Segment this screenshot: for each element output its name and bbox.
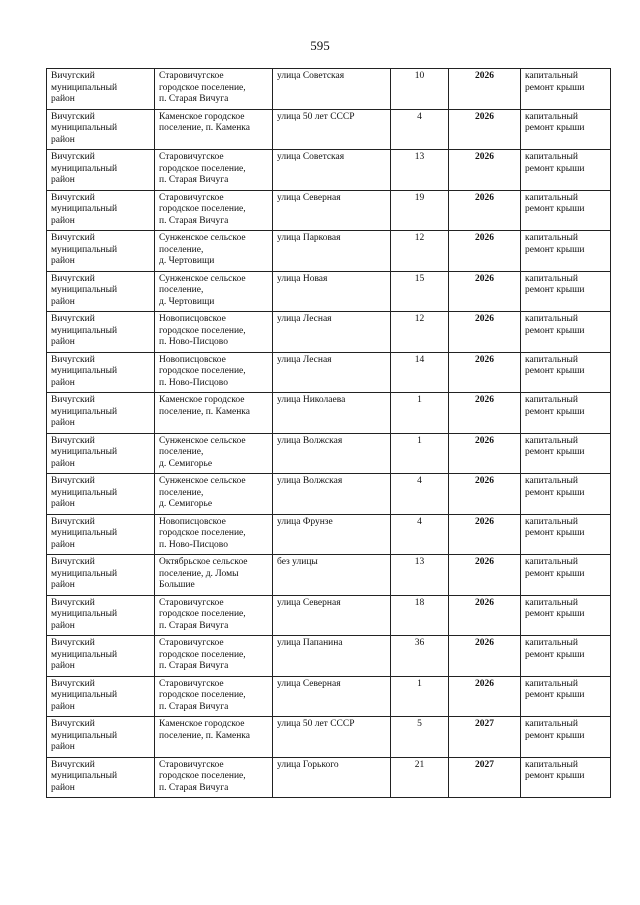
district-cell-text: Вичугский муниципальный район [51, 354, 118, 388]
house-number-cell-text: 4 [417, 516, 422, 527]
district-cell-text: Вичугский муниципальный район [51, 233, 118, 266]
work-type-cell [521, 433, 611, 474]
settlement-cell-text: Октябрьское сельское поселение, д. Ломы Большие [159, 557, 248, 590]
house-number-cell [391, 312, 449, 353]
year-cell [449, 595, 521, 636]
work-type-cell [521, 595, 611, 636]
house-number-cell [391, 474, 449, 515]
settlement-cell [155, 150, 273, 191]
settlement-cell-text: Сунженское сельское поселение, д. Семигорье [159, 435, 246, 469]
table-row [47, 352, 611, 393]
table-row [47, 595, 611, 636]
district-cell-text: Вичугский муниципальный район [51, 395, 118, 428]
settlement-cell [155, 352, 273, 393]
house-number-cell-text: 5 [417, 719, 422, 729]
district-cell-text: Вичугский муниципальный район [51, 638, 118, 671]
table-row [47, 514, 611, 555]
district-cell [47, 555, 155, 596]
street-cell [273, 69, 391, 110]
settlement-cell-text: Старовичугское городское поселение, п. Старая Вичуга [159, 192, 246, 226]
district-cell-text: Вичугский муниципальный район [51, 111, 118, 145]
table-row [47, 109, 611, 150]
table-row [47, 433, 611, 474]
street-cell-text: улица 50 лет СССР [277, 719, 355, 729]
settlement-cell [155, 433, 273, 474]
district-cell [47, 109, 155, 150]
year-cell [449, 190, 521, 231]
street-cell [273, 150, 391, 191]
settlement-cell-text: Сунженское сельское поселение, д. Семигорье [159, 476, 246, 509]
street-cell [273, 636, 391, 677]
table-row [47, 312, 611, 353]
work-type-cell-text: капитальный ремонт крыши [525, 192, 585, 214]
district-cell [47, 717, 155, 758]
work-type-cell-text: капитальный ремонт крыши [525, 314, 585, 336]
street-cell [273, 312, 391, 353]
table-row [47, 757, 611, 798]
street-cell-text: улица Волжская [277, 476, 343, 486]
year-cell-text: 2026 [475, 557, 494, 567]
year-cell-text: 2026 [475, 354, 494, 365]
street-cell-text: улица Лесная [277, 354, 332, 365]
settlement-cell-text: Старовичугское городское поселение, п. Старая Вичуга [159, 71, 246, 104]
work-type-cell-text: капитальный ремонт крыши [525, 719, 585, 741]
house-number-cell [391, 595, 449, 636]
settlement-cell-text: Каменское городское поселение, п. Каменка [159, 719, 250, 741]
district-cell [47, 69, 155, 110]
district-cell [47, 757, 155, 798]
district-cell [47, 636, 155, 677]
table-row [47, 150, 611, 191]
district-cell [47, 190, 155, 231]
year-cell [449, 555, 521, 596]
year-cell-text: 2026 [475, 638, 494, 648]
house-number-cell-text: 10 [414, 71, 425, 81]
district-cell [47, 474, 155, 515]
district-cell [47, 514, 155, 555]
work-type-cell-text: капитальный ремонт крыши [525, 233, 585, 255]
year-cell-text: 2026 [475, 111, 494, 122]
street-cell-text: улица Лесная [277, 314, 332, 324]
house-number-cell [391, 150, 449, 191]
district-cell [47, 433, 155, 474]
street-cell-text: улица Советская [277, 71, 345, 81]
work-type-cell-text: капитальный ремонт крыши [525, 597, 585, 619]
house-number-cell-text: 12 [414, 233, 425, 243]
table-row [47, 69, 611, 110]
district-cell-text: Вичугский муниципальный район [51, 759, 118, 793]
district-cell [47, 231, 155, 272]
street-cell-text: улица Папанина [277, 638, 343, 648]
street-cell-text: улица Северная [277, 192, 341, 203]
house-number-cell-text: 4 [417, 111, 422, 122]
settlement-cell [155, 231, 273, 272]
street-cell [273, 474, 391, 515]
house-number-cell-text: 21 [414, 759, 425, 770]
year-cell-text: 2026 [475, 273, 494, 284]
street-cell-text: улица Фрунзе [277, 516, 333, 527]
settlement-cell [155, 595, 273, 636]
house-number-cell [391, 433, 449, 474]
street-cell [273, 271, 391, 312]
settlement-cell-text: Сунженское сельское поселение, д. Чертовищи [159, 273, 246, 307]
settlement-cell-text: Старовичугское городское поселение, п. Старая Вичуга [159, 678, 246, 712]
district-cell [47, 595, 155, 636]
year-cell [449, 352, 521, 393]
work-type-cell-text: капитальный ремонт крыши [525, 638, 585, 660]
settlement-cell-text: Старовичугское городское поселение, п. Старая Вичуга [159, 597, 246, 631]
work-type-cell-text: капитальный ремонт крыши [525, 759, 585, 781]
work-type-cell [521, 717, 611, 758]
house-number-cell [391, 69, 449, 110]
year-cell [449, 757, 521, 798]
street-cell [273, 717, 391, 758]
work-type-cell-text: капитальный ремонт крыши [525, 476, 585, 498]
table-row [47, 190, 611, 231]
house-number-cell-text: 12 [414, 314, 425, 324]
year-cell [449, 474, 521, 515]
work-type-cell [521, 352, 611, 393]
settlement-cell-text: Сунженское сельское поселение, д. Чертовищи [159, 233, 246, 266]
work-type-cell-text: капитальный ремонт крыши [525, 354, 585, 376]
work-type-cell [521, 636, 611, 677]
district-cell [47, 271, 155, 312]
housing-repair-table [46, 68, 611, 798]
year-cell [449, 433, 521, 474]
district-cell-text: Вичугский муниципальный район [51, 516, 118, 550]
settlement-cell-text: Старовичугское городское поселение, п. Старая Вичуга [159, 638, 246, 671]
year-cell-text: 2026 [475, 233, 494, 243]
year-cell [449, 676, 521, 717]
work-type-cell [521, 757, 611, 798]
work-type-cell [521, 190, 611, 231]
settlement-cell [155, 109, 273, 150]
house-number-cell [391, 393, 449, 434]
street-cell-text: улица Горького [277, 759, 339, 770]
work-type-cell-text: капитальный ремонт крыши [525, 71, 585, 93]
year-cell [449, 109, 521, 150]
street-cell [273, 555, 391, 596]
work-type-cell-text: капитальный ремонт крыши [525, 395, 585, 417]
district-cell-text: Вичугский муниципальный район [51, 192, 118, 226]
house-number-cell [391, 636, 449, 677]
district-cell-text: Вичугский муниципальный район [51, 597, 118, 631]
house-number-cell-text: 14 [414, 354, 425, 365]
house-number-cell-text: 1 [417, 435, 422, 446]
house-number-cell [391, 271, 449, 312]
work-type-cell-text: капитальный ремонт крыши [525, 678, 585, 700]
house-number-cell-text: 18 [414, 597, 425, 608]
year-cell-text: 2027 [475, 759, 494, 770]
year-cell [449, 150, 521, 191]
year-cell [449, 231, 521, 272]
house-number-cell [391, 717, 449, 758]
year-cell-text: 2026 [475, 678, 494, 689]
street-cell-text: улица Советская [277, 152, 345, 162]
year-cell-text: 2026 [475, 314, 494, 324]
table-row [47, 393, 611, 434]
street-cell [273, 231, 391, 272]
settlement-cell [155, 69, 273, 110]
street-cell-text: улица Новая [277, 273, 328, 284]
year-cell-text: 2026 [475, 395, 494, 405]
house-number-cell-text: 13 [414, 152, 425, 162]
work-type-cell [521, 474, 611, 515]
house-number-cell [391, 352, 449, 393]
work-type-cell [521, 514, 611, 555]
district-cell-text: Вичугский муниципальный район [51, 314, 118, 347]
street-cell-text: улица Северная [277, 597, 341, 608]
settlement-cell-text: Старовичугское городское поселение, п. Старая Вичуга [159, 759, 246, 793]
work-type-cell [521, 271, 611, 312]
street-cell [273, 109, 391, 150]
district-cell-text: Вичугский муниципальный район [51, 557, 118, 590]
settlement-cell-text: Каменское городское поселение, п. Каменка [159, 395, 250, 417]
district-cell-text: Вичугский муниципальный район [51, 678, 118, 712]
work-type-cell [521, 231, 611, 272]
year-cell [449, 636, 521, 677]
settlement-cell-text: Новописцовское городское поселение, п. Ново-Писцово [159, 354, 246, 388]
work-type-cell [521, 393, 611, 434]
settlement-cell-text: Каменское городское поселение, п. Каменка [159, 111, 250, 133]
year-cell-text: 2026 [475, 152, 494, 162]
street-cell [273, 393, 391, 434]
work-type-cell-text: капитальный ремонт крыши [525, 273, 585, 295]
settlement-cell [155, 514, 273, 555]
table-row [47, 231, 611, 272]
page-number: 595 [310, 38, 330, 53]
house-number-cell-text: 19 [414, 192, 425, 203]
house-number-cell [391, 109, 449, 150]
street-cell [273, 190, 391, 231]
work-type-cell-text: капитальный ремонт крыши [525, 557, 585, 579]
district-cell-text: Вичугский муниципальный район [51, 152, 118, 185]
house-number-cell-text: 13 [414, 557, 425, 567]
settlement-cell [155, 676, 273, 717]
house-number-cell-text: 1 [417, 395, 422, 405]
district-cell-text: Вичугский муниципальный район [51, 71, 118, 104]
district-cell [47, 393, 155, 434]
house-number-cell [391, 676, 449, 717]
street-cell-text: улица Парковая [277, 233, 341, 243]
street-cell [273, 433, 391, 474]
settlement-cell [155, 190, 273, 231]
street-cell [273, 757, 391, 798]
settlement-cell-text: Старовичугское городское поселение, п. Старая Вичуга [159, 152, 246, 185]
year-cell-text: 2026 [475, 192, 494, 203]
house-number-cell-text: 36 [414, 638, 425, 648]
work-type-cell-text: капитальный ремонт крыши [525, 516, 585, 538]
house-number-cell [391, 190, 449, 231]
table-row [47, 271, 611, 312]
district-cell-text: Вичугский муниципальный район [51, 719, 118, 752]
settlement-cell [155, 312, 273, 353]
settlement-cell-text: Новописцовское городское поселение, п. Ново-Писцово [159, 516, 246, 550]
district-cell-text: Вичугский муниципальный район [51, 476, 118, 509]
house-number-cell-text: 1 [417, 678, 422, 689]
table-row [47, 555, 611, 596]
year-cell-text: 2026 [475, 71, 494, 81]
district-cell [47, 312, 155, 353]
work-type-cell-text: капитальный ремонт крыши [525, 152, 585, 174]
work-type-cell [521, 69, 611, 110]
table-row [47, 636, 611, 677]
year-cell-text: 2026 [475, 435, 494, 446]
work-type-cell [521, 555, 611, 596]
district-cell-text: Вичугский муниципальный район [51, 273, 118, 307]
settlement-cell [155, 271, 273, 312]
settlement-cell [155, 393, 273, 434]
year-cell-text: 2027 [475, 719, 494, 729]
house-number-cell-text: 4 [417, 476, 422, 486]
settlement-cell [155, 474, 273, 515]
year-cell [449, 312, 521, 353]
year-cell-text: 2026 [475, 597, 494, 608]
work-type-cell [521, 676, 611, 717]
district-cell [47, 352, 155, 393]
house-number-cell [391, 231, 449, 272]
street-cell [273, 595, 391, 636]
work-type-cell-text: капитальный ремонт крыши [525, 435, 585, 457]
street-cell-text: улица Николаева [277, 395, 346, 405]
work-type-cell [521, 312, 611, 353]
table-row [47, 676, 611, 717]
street-cell [273, 676, 391, 717]
settlement-cell [155, 757, 273, 798]
work-type-cell [521, 150, 611, 191]
house-number-cell [391, 757, 449, 798]
district-cell-text: Вичугский муниципальный район [51, 435, 118, 469]
settlement-cell [155, 555, 273, 596]
street-cell-text: без улицы [277, 557, 318, 567]
street-cell [273, 352, 391, 393]
work-type-cell [521, 109, 611, 150]
table-row [47, 717, 611, 758]
settlement-cell-text: Новописцовское городское поселение, п. Ново-Писцово [159, 314, 246, 347]
street-cell [273, 514, 391, 555]
year-cell [449, 271, 521, 312]
table-row [47, 474, 611, 515]
year-cell-text: 2026 [475, 476, 494, 486]
settlement-cell [155, 717, 273, 758]
house-number-cell [391, 555, 449, 596]
street-cell-text: улица Волжская [277, 435, 343, 446]
table-body [47, 69, 611, 798]
year-cell [449, 717, 521, 758]
year-cell [449, 393, 521, 434]
year-cell [449, 514, 521, 555]
year-cell-text: 2026 [475, 516, 494, 527]
work-type-cell-text: капитальный ремонт крыши [525, 111, 585, 133]
year-cell [449, 69, 521, 110]
settlement-cell [155, 636, 273, 677]
street-cell-text: улица 50 лет СССР [277, 111, 355, 122]
house-number-cell-text: 15 [414, 273, 425, 284]
district-cell [47, 150, 155, 191]
house-number-cell [391, 514, 449, 555]
district-cell [47, 676, 155, 717]
street-cell-text: улица Северная [277, 678, 341, 689]
